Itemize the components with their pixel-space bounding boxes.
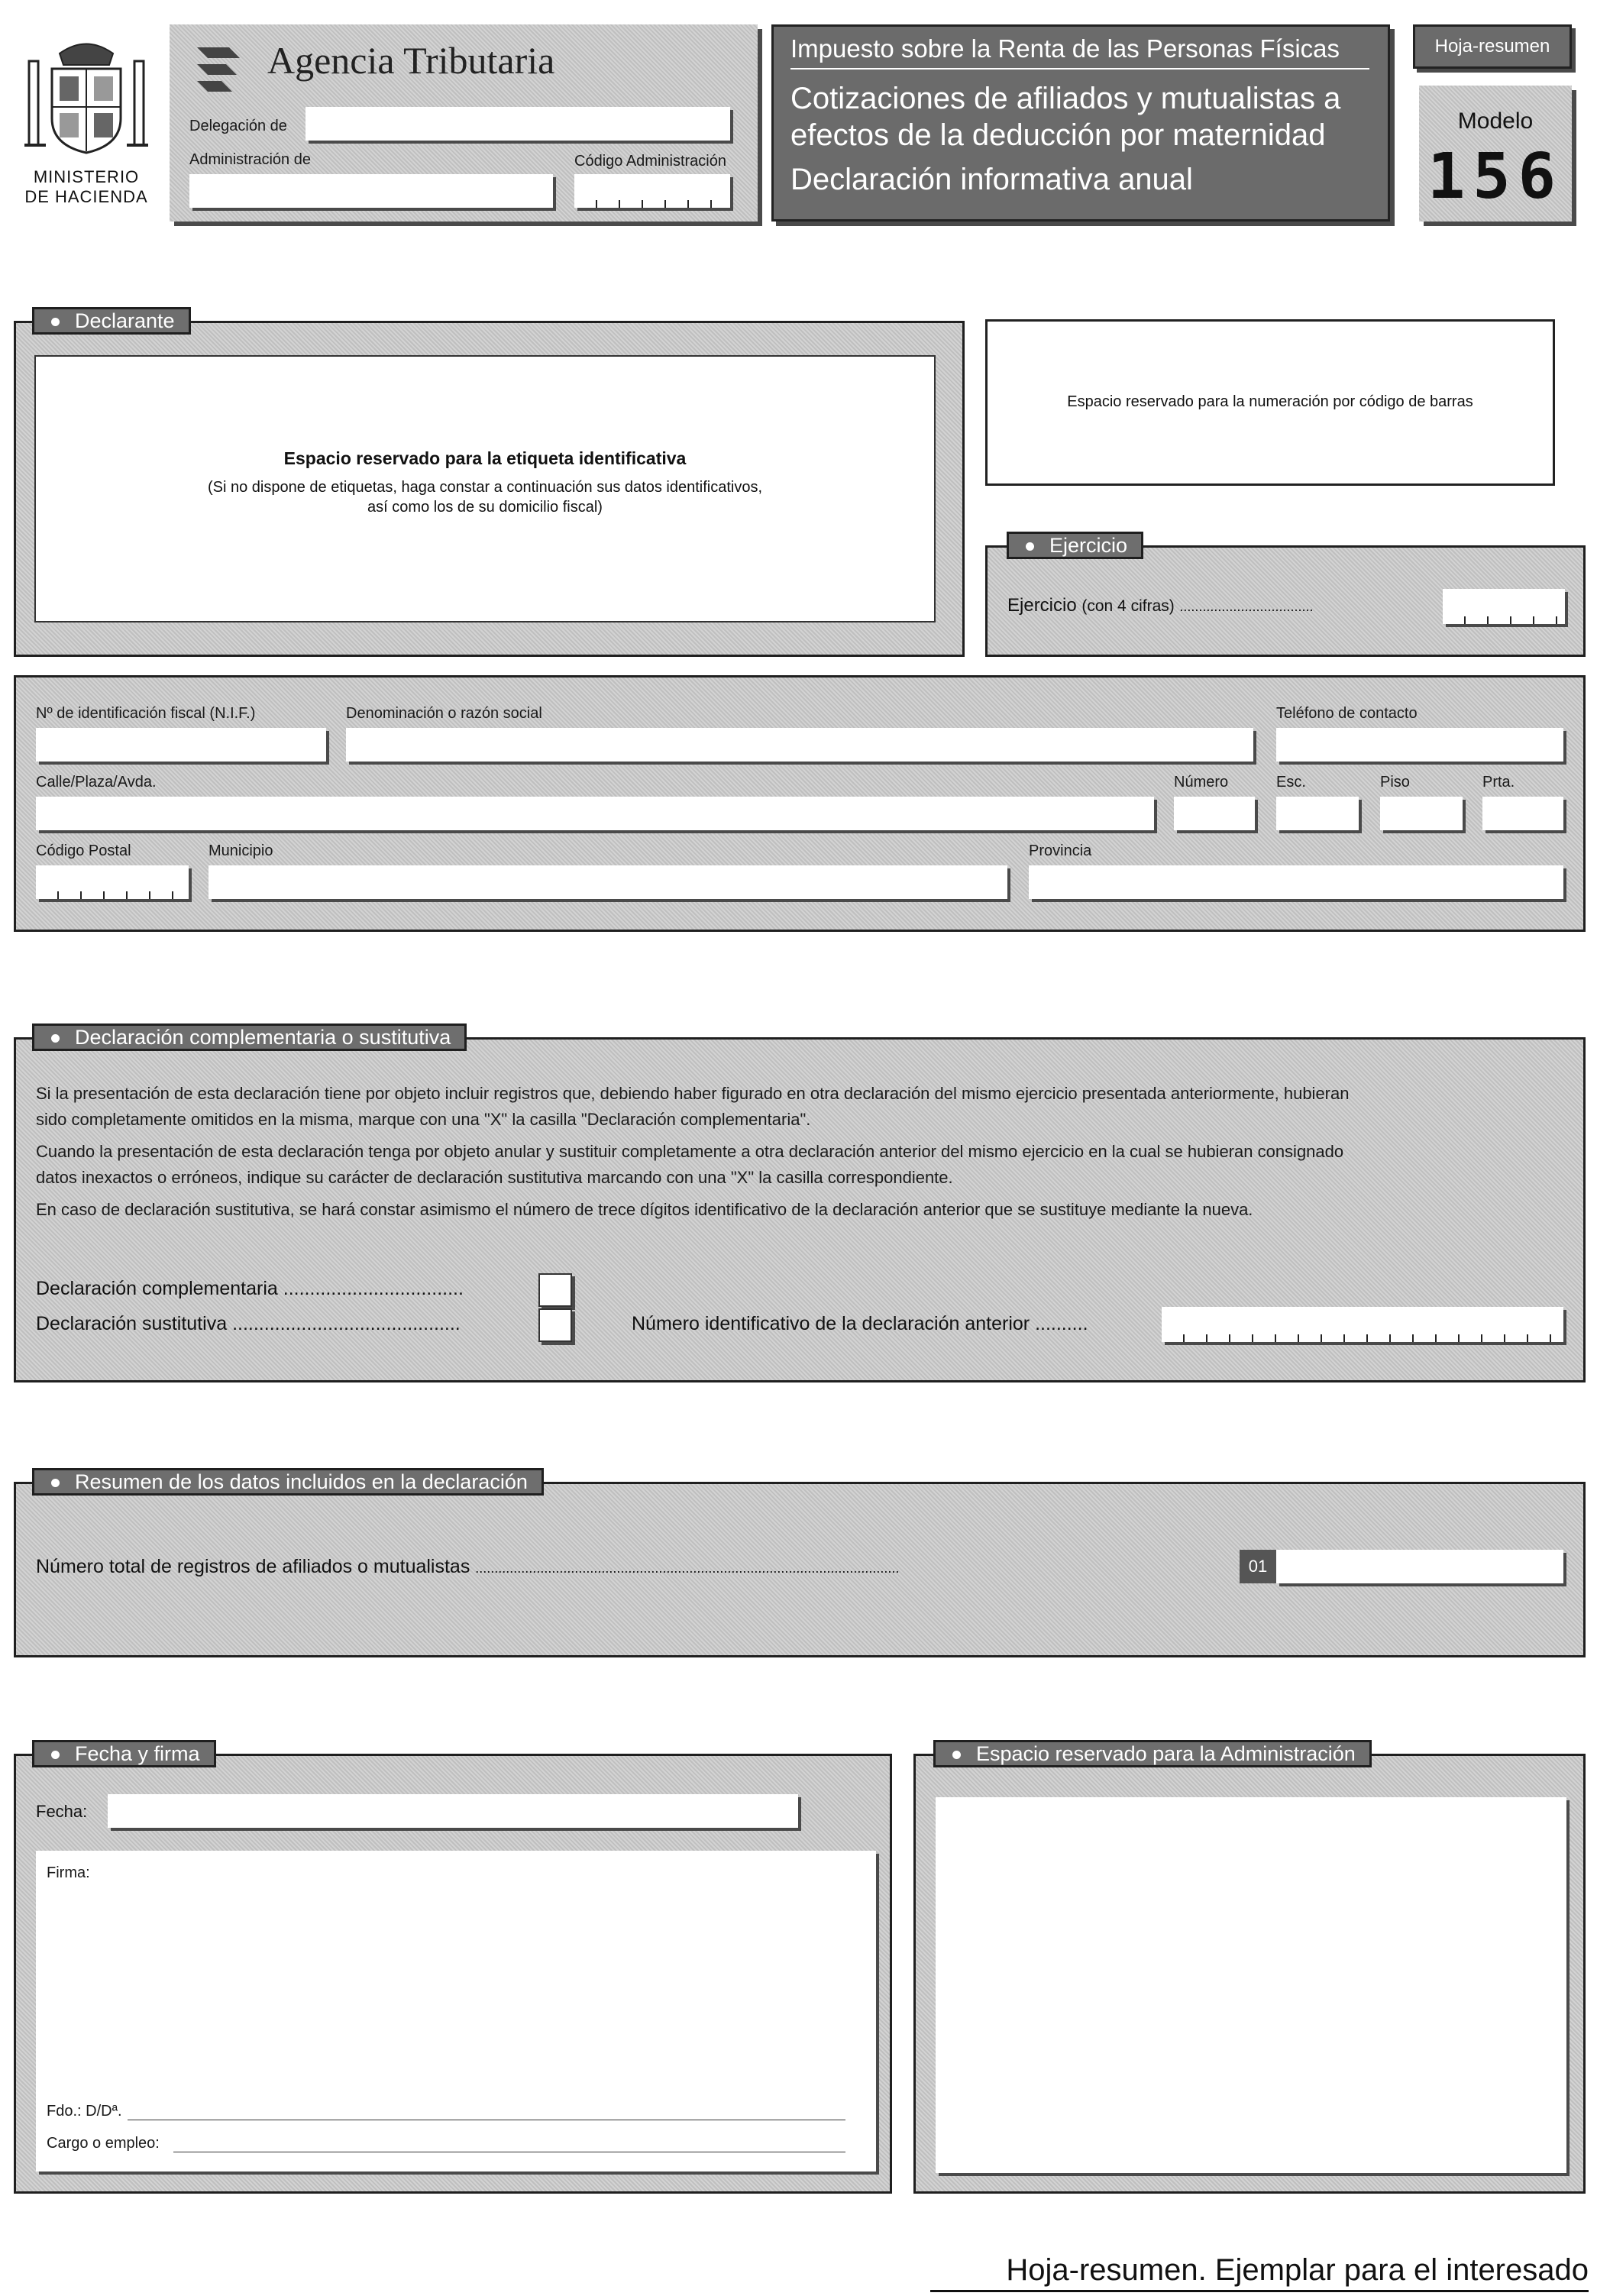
complementaria-checkbox[interactable] xyxy=(538,1273,572,1307)
fecha-label: Fecha: xyxy=(36,1802,88,1821)
delegacion-field[interactable] xyxy=(305,107,730,141)
sustitutiva-dots: ........................................... xyxy=(232,1313,461,1334)
administracion-panel xyxy=(913,1754,1586,2194)
numero-anterior-row xyxy=(632,1313,1088,1335)
administracion-area xyxy=(936,1797,1566,2173)
complementaria-legend: Declaración complementaria o sustitutiva xyxy=(32,1023,467,1051)
complementaria-p3: En caso de declaración sustitutiva, se hará constar asimismo el número de trece dígitos identificativo de la declaración anterior que se sustituye mediante la nueva. xyxy=(36,1200,1253,1219)
label-area-note2: así como los de su domicilio fiscal) xyxy=(367,499,603,516)
codigo-admin-field[interactable] xyxy=(574,174,730,208)
complementaria-row xyxy=(36,1278,464,1300)
numero-anterior-label: Número identificativo de la declaración anterior xyxy=(632,1313,1030,1334)
firma-legend: Fecha y firma xyxy=(32,1740,216,1767)
delegacion-label: Delegación de xyxy=(189,118,287,134)
identification-label-area xyxy=(34,355,936,623)
complementaria-p2-line2: datos inexactos o erróneos, indique su carácter de declaración sustitutiva marcando con una "X" la casilla correspondiente. xyxy=(36,1168,953,1187)
firma-panel xyxy=(14,1754,892,2194)
firma-area[interactable] xyxy=(36,1851,876,2171)
codigo-admin-label: Código Administración xyxy=(574,153,726,170)
modelo-box xyxy=(1419,86,1572,222)
prta-label: Prta. xyxy=(1482,774,1515,791)
calle-field[interactable] xyxy=(36,797,1154,830)
piso-field[interactable] xyxy=(1380,797,1463,830)
tax-title-underline xyxy=(790,68,1369,70)
esc-label: Esc. xyxy=(1276,774,1306,791)
total-registros-code xyxy=(1240,1550,1276,1583)
sustitutiva-checkbox[interactable] xyxy=(538,1308,572,1342)
ejercicio-label xyxy=(1007,595,1313,616)
footer-text: Hoja-resumen. Ejemplar para el interesado xyxy=(1006,2253,1589,2287)
firma-label: Firma: xyxy=(47,1864,90,1881)
codigo-postal-label: Código Postal xyxy=(36,842,131,859)
provincia-label: Provincia xyxy=(1029,842,1092,859)
form-title-line2: efectos de la deducción por maternidad xyxy=(790,118,1326,152)
agency-logo-icon xyxy=(191,41,246,96)
resumen-panel xyxy=(14,1482,1586,1657)
fecha-field[interactable] xyxy=(108,1794,798,1828)
declarante-panel xyxy=(14,321,965,657)
barcode-text: Espacio reservado para la numeración por código de barras xyxy=(1067,393,1473,410)
label-area-title: Espacio reservado para la etiqueta identificativa xyxy=(283,448,687,468)
provincia-field[interactable] xyxy=(1029,865,1563,899)
calle-label: Calle/Plaza/Avda. xyxy=(36,774,157,791)
modelo-label: Modelo xyxy=(1457,108,1534,134)
fdo-label: Fdo.: D/Dª. xyxy=(47,2103,122,2120)
ministry-name-line2: DE HACIENDA xyxy=(24,187,148,206)
administracion-legend: Espacio reservado para la Administración xyxy=(933,1740,1372,1767)
coat-of-arms-icon xyxy=(14,31,159,160)
sustitutiva-row xyxy=(36,1313,461,1335)
total-registros-row xyxy=(36,1556,899,1578)
complementaria-panel xyxy=(14,1037,1586,1382)
ejercicio-note: (con 4 cifras) xyxy=(1081,597,1175,615)
form-title-box xyxy=(771,24,1390,222)
numero-anterior-dots: .......... xyxy=(1035,1313,1088,1334)
prta-field[interactable] xyxy=(1482,797,1563,830)
razon-social-label: Denominación o razón social xyxy=(346,705,542,722)
complementaria-label: Declaración complementaria xyxy=(36,1278,278,1299)
cargo-label: Cargo o empleo: xyxy=(47,2135,160,2152)
telefono-field[interactable] xyxy=(1276,728,1563,762)
ejercicio-field[interactable] xyxy=(1443,589,1565,624)
total-registros-code-text: 01 xyxy=(1248,1557,1268,1576)
barcode-area xyxy=(985,319,1555,486)
ministry-logo xyxy=(14,31,159,214)
identification-panel xyxy=(14,675,1586,932)
municipio-field[interactable] xyxy=(209,865,1007,899)
modelo-number: 156 xyxy=(1427,141,1564,213)
numero-label: Número xyxy=(1174,774,1229,791)
ejercicio-legend: Ejercicio xyxy=(1007,532,1143,559)
complementaria-p1-line2: sido completamente omitidos en la misma, marque con una "X" la casilla "Declaración complementaria". xyxy=(36,1110,811,1129)
total-registros-dots: ............................................................................................................... xyxy=(475,1560,900,1576)
form-title-line1: Cotizaciones de afiliados y mutualistas a xyxy=(790,82,1341,115)
municipio-label: Municipio xyxy=(209,842,273,859)
form-subtitle: Declaración informativa anual xyxy=(790,163,1193,196)
telefono-label: Teléfono de contacto xyxy=(1276,705,1418,722)
numero-anterior-field[interactable] xyxy=(1162,1307,1563,1342)
hoja-resumen-badge xyxy=(1413,24,1572,69)
label-area-note1: (Si no dispone de etiquetas, haga constar a continuación sus datos identificativos, xyxy=(207,479,762,496)
resumen-legend: Resumen de los datos incluidos en la declaración xyxy=(32,1468,544,1496)
agency-box xyxy=(170,24,758,222)
codigo-postal-field[interactable] xyxy=(36,865,189,899)
piso-label: Piso xyxy=(1380,774,1410,791)
agency-name: Agencia Tributaria xyxy=(267,39,555,82)
razon-social-field[interactable] xyxy=(346,728,1253,762)
declarante-legend: Declarante xyxy=(32,307,191,335)
tax-title: Impuesto sobre la Renta de las Personas Físicas xyxy=(790,34,1340,63)
administracion-label: Administración de xyxy=(189,151,311,168)
total-registros-field[interactable] xyxy=(1276,1550,1563,1583)
ejercicio-panel xyxy=(985,545,1586,657)
ministry-name-line1: MINISTERIO xyxy=(33,167,140,186)
complementaria-p1-line1: Si la presentación de esta declaración tiene por objeto incluir registros que, debiendo haber figurado en otra declaración del mismo ejercicio presentada anteriormente, hubieran xyxy=(36,1084,1350,1103)
complementaria-dots: .................................. xyxy=(283,1278,464,1299)
total-registros-label: Número total de registros de afiliados o mutualistas xyxy=(36,1556,470,1577)
sustitutiva-label: Declaración sustitutiva xyxy=(36,1313,228,1334)
complementaria-p2-line1: Cuando la presentación de esta declaración tenga por objeto anular y sustituir completamente a otra declaración anterior del mismo ejercicio en la cual se hubieran consignado xyxy=(36,1142,1344,1161)
nif-label: Nº de identificación fiscal (N.I.F.) xyxy=(36,705,256,722)
administracion-field[interactable] xyxy=(189,174,553,208)
numero-field[interactable] xyxy=(1174,797,1255,830)
footer-underline xyxy=(930,2290,1589,2292)
nif-field[interactable] xyxy=(36,728,326,762)
ejercicio-dots: ................................... xyxy=(1179,599,1314,614)
ejercicio-label-text: Ejercicio xyxy=(1007,595,1077,616)
esc-field[interactable] xyxy=(1276,797,1359,830)
hoja-resumen-text: Hoja-resumen xyxy=(1434,36,1550,57)
